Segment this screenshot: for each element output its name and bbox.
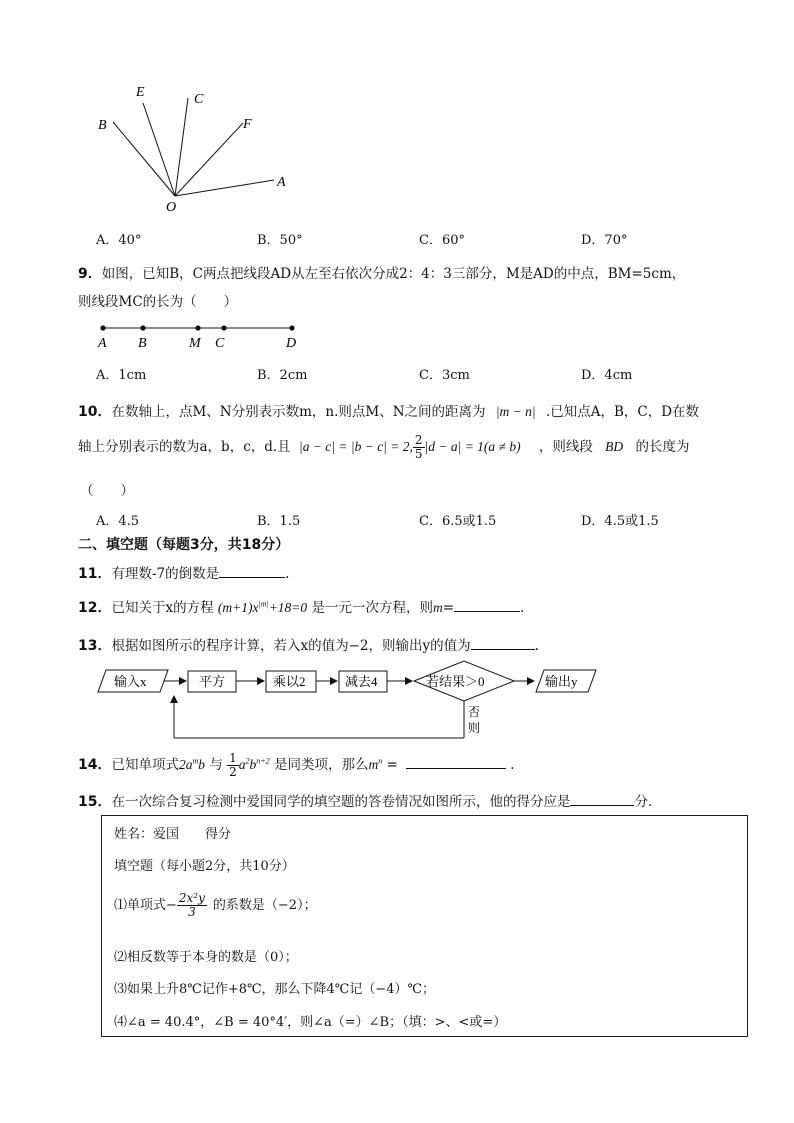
q10-line3: （ ） — [80, 483, 134, 499]
q14-answer-blank[interactable] — [406, 754, 506, 769]
label-B: B — [98, 118, 107, 133]
q10-option-d: D．4.5或1.5 — [581, 514, 659, 529]
q11-answer-blank[interactable] — [219, 563, 285, 578]
label-C: C — [194, 92, 204, 107]
q10-line2 — [78, 434, 689, 461]
seg-label-C: C — [215, 336, 225, 351]
flow-no-label-2: 则 — [468, 721, 481, 735]
q8-option-d: D．70° — [581, 233, 628, 248]
q8-option-c: C．60° — [419, 233, 465, 248]
answer-sheet-item-2: ⑵相反数等于本身的数是（0）； — [114, 950, 298, 965]
q10-line2-text-b: ，则线段 — [538, 439, 593, 455]
section2-title: 二、填空题（每题3分，共18分） — [78, 537, 290, 553]
label-E: E — [136, 85, 145, 100]
q12-end: . — [520, 600, 525, 616]
q12 — [78, 596, 524, 617]
q13-number: 13． — [78, 638, 112, 654]
answer-sheet-box — [101, 815, 748, 1037]
q13-answer-blank[interactable] — [471, 635, 535, 650]
q10-text-a: 在数轴上，点M、N分别表示数m，n.则点M、N之间的距离为 — [111, 404, 486, 420]
q14-text-a: 已知单项式 — [111, 757, 179, 773]
q9-line2: 则线段MC的长为（ ） — [78, 294, 238, 310]
q11-number: 11． — [78, 566, 112, 582]
flow-step-square: 平方 — [199, 674, 226, 689]
answer-sheet-item-4: ⑷∠a = 40.4°，∠B = 40°4′，则∠a（=）∠B；（填：>、<或=） — [114, 1015, 507, 1030]
q10-math-bd: BD — [605, 439, 624, 454]
q13-text: 根据如图所示的程序计算，若入x的值为−2，则输出y的值为 — [111, 638, 471, 654]
q9-number: 9． — [78, 266, 102, 282]
q14-power: $m^n$ — [368, 756, 383, 772]
q13-end: . — [534, 638, 539, 654]
q14-text-b: 与 — [209, 757, 223, 773]
flow-decision: 若结果＞0 — [426, 674, 485, 689]
q11-text: 有理数-7的倒数是 — [111, 566, 220, 582]
q9-option-c: C．3cm — [419, 368, 470, 383]
q10-line1 — [78, 400, 699, 421]
answer-sheet-name: 姓名：爱国 得分 — [114, 827, 232, 842]
q10-option-a: A．4.5 — [96, 514, 140, 529]
flow-step-double: 乘以2 — [273, 674, 306, 689]
q15-number: 15． — [78, 794, 112, 810]
angle-figure — [90, 80, 310, 220]
q9-option-d: D．4cm — [581, 368, 633, 383]
q15 — [78, 790, 661, 811]
q11 — [78, 562, 289, 583]
seg-label-A: A — [98, 336, 107, 351]
q9-option-b: B．2cm — [257, 368, 308, 383]
q10-math-a: |a − c| = |b − c| = 2, — [298, 439, 413, 454]
q12-var-m: m — [432, 600, 443, 615]
q14-number: 14． — [78, 757, 112, 773]
q8-option-b: B．50° — [257, 233, 303, 248]
q10-math-distance: |m − n| — [495, 404, 536, 419]
label-A: A — [277, 175, 286, 190]
q8-option-a: A．40° — [96, 233, 142, 248]
q14-eq: = — [382, 757, 398, 773]
q10-option-c: C．6.5或1.5 — [419, 514, 497, 529]
flow-no-label-1: 否 — [468, 705, 481, 719]
q14-monomial-1: $2a^mb$ — [178, 756, 206, 772]
q14-monomial-2: $a^2b^{n+2}$ — [238, 756, 270, 772]
flowchart — [94, 656, 614, 746]
q14-fraction: $\frac{1}{2}$ — [229, 751, 237, 779]
q12-math: $(m+1)x^{|m|}+18=0$ — [217, 599, 308, 615]
q12-text-a: 已知关于x的方程 — [111, 600, 214, 616]
q10-option-b: B．1.5 — [257, 514, 301, 529]
q15-answer-blank[interactable] — [570, 791, 634, 806]
q12-text-b: 是一元一次方程，则 — [311, 600, 433, 616]
q12-number: 12． — [78, 600, 112, 616]
q15-end: 分． — [634, 794, 662, 810]
q15-text: 在一次综合复习检测中爱国同学的填空题的答卷情况如图所示，他的得分应是 — [111, 794, 571, 810]
seg-label-B: B — [138, 336, 147, 351]
q14-end: . — [510, 757, 515, 773]
q14 — [78, 752, 514, 779]
answer-sheet-item-3: ⑶如果上升8℃记作+8℃，那么下降4℃记（−4）℃； — [114, 982, 436, 997]
label-F: F — [243, 117, 252, 132]
q9-text-line1: 如图，已知B，C两点把线段AD从左至右依次分成2：4：3三部分，M是AD的中点，BM=5cm， — [101, 266, 686, 282]
label-O: O — [166, 200, 177, 215]
q9-line1 — [78, 262, 685, 283]
q10-line2-text-c: 的长度为 — [635, 439, 690, 455]
q12-answer-blank[interactable] — [454, 597, 520, 612]
flow-step-minus4: 减去4 — [345, 674, 378, 689]
seg-label-M: M — [189, 336, 201, 351]
seg-label-D: D — [286, 336, 297, 351]
q10-number: 10． — [78, 404, 112, 420]
q10-math-b: |d − a| = 1(a ≠ b) — [424, 439, 521, 454]
answer-sheet-item-1: ⑴单项式− $\frac{\text{2x²y}}{3}$ 的系数是（−2）； — [114, 891, 317, 919]
q11-end: . — [285, 566, 290, 582]
q10-text-b: .已知点A，B，C，D在数 — [545, 404, 700, 420]
q13 — [78, 634, 539, 655]
q12-eq: = — [442, 600, 455, 616]
q10-line2-text-a: 轴上分别表示的数为a，b，c，d.且 — [78, 439, 291, 455]
flow-output: 输出y — [545, 674, 578, 689]
q14-text-c: 是同类项，那么 — [273, 757, 369, 773]
segment-figure — [94, 318, 314, 352]
q10-fraction: $\frac{2}{5}$ — [414, 433, 423, 461]
q9-option-a: A．1cm — [96, 368, 147, 383]
flow-input: 输入x — [114, 674, 147, 689]
item1-fraction: $\frac{\text{2x²y}}{3}$ — [178, 891, 205, 919]
answer-sheet-title: 填空题（每小题2分，共10分） — [114, 859, 295, 874]
